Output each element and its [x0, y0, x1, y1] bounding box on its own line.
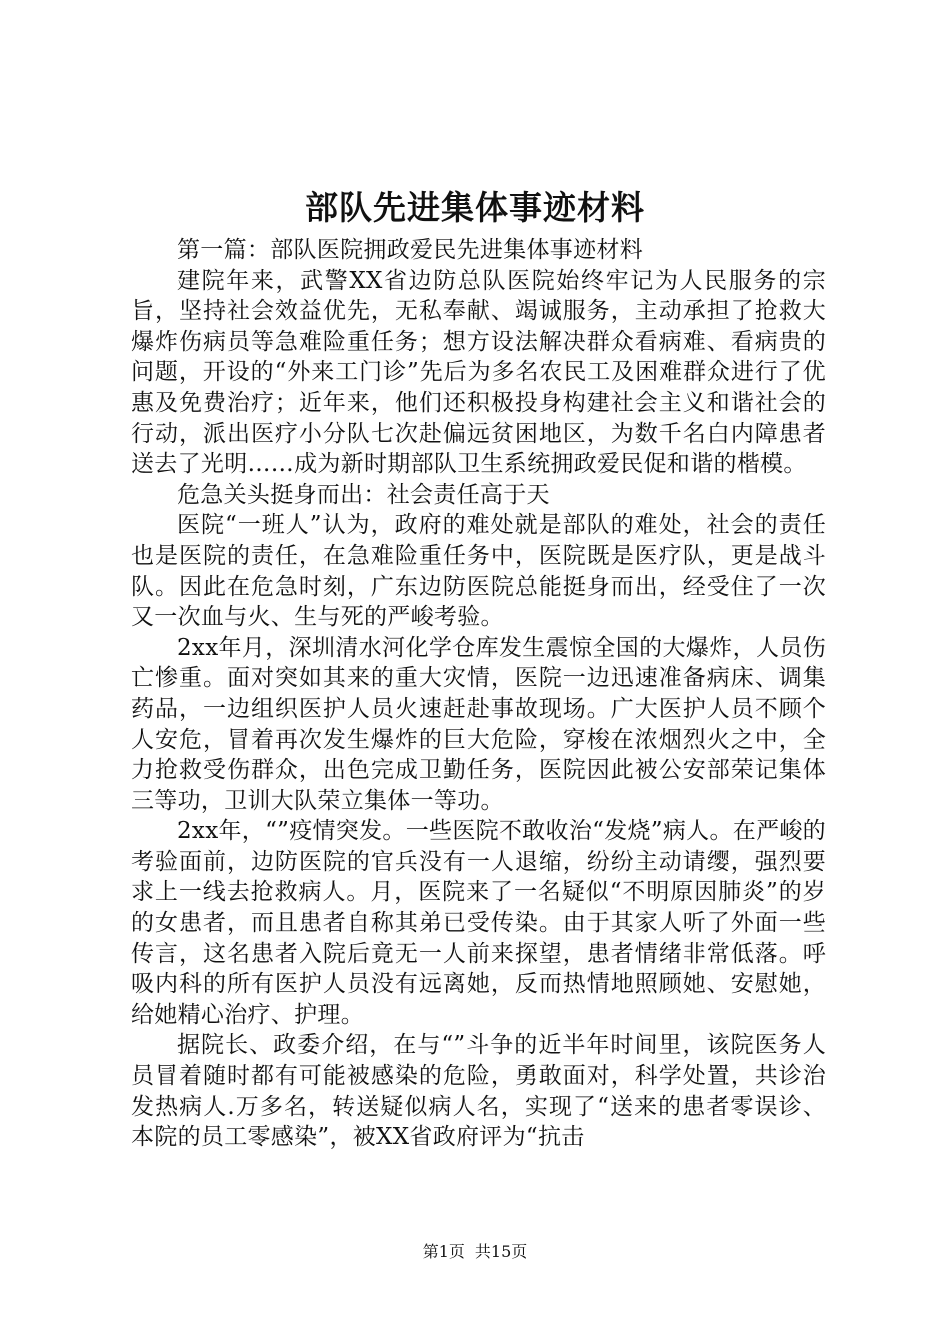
- subheading: 危急关头挺身而出：社会责任高于天: [177, 481, 550, 508]
- body-paragraph: 建院年来，武警XX省边防总队医院始终牢记为人民服务的宗旨，坚持社会效益优先，无私奉献、竭诚服务，主动承担了抢救大爆炸伤病员等急难险重任务；想方设法解决群众看病难、看病贵的问题，开设的“外来工门诊”先后为多名农民工及困难群众进行了优惠及免费治疗；近年来，他们还积极投身构建社会主义和谐社会的行动，派出医疗小分队七次赴偏远贫困地区，为数千名白内障患者送去了光明……成为新时期部队卫生系统拥政爱民促和谐的楷模。: [131, 267, 826, 478]
- page-number: 第1页: [422, 1242, 465, 1261]
- document-body: [131, 235, 826, 1153]
- body-paragraph: 2xx年，“”疫情突发。一些医院不敢收治“发烧”病人。在严峻的考验面前，边防医院的官兵没有一人退缩，纷纷主动请缨，强烈要求上一线去抢救病人。月，医院来了一名疑似“不明原因肺炎”的岁的女患者，而且患者自称其弟已受传染。由于其家人听了外面一些传言，这名患者入院后竟无一人前来探望，患者情绪非常低落。呼吸内科的所有医护人员没有远离她，反而热情地照顾她、安慰她，给她精心治疗、护理。: [131, 818, 826, 1028]
- document-title: 部队先进集体事迹材料: [305, 188, 645, 227]
- page-footer: [0, 1240, 950, 1264]
- section-heading: 第一篇：部队医院拥政爱民先进集体事迹材料: [177, 237, 643, 263]
- body-paragraph: 据院长、政委介绍，在与“”斗争的近半年时间里，该院医务人员冒着随时都有可能被感染的危险，勇敢面对，科学处置，共诊治发热病人.万多名，转送疑似病人名，实现了“送来的患者零误诊、本院的员工零感染”，被XX省政府评为“抗击: [131, 1032, 826, 1151]
- page-total: 共15页: [474, 1242, 528, 1261]
- body-paragraph: 医院“一班人”认为，政府的难处就是部队的难处，社会的责任也是医院的责任，在急难险重任务中，医院既是医疗队，更是战斗队。因此在危急时刻，广东边防医院总能挺身而出，经受住了一次又一次血与火、生与死的严峻考验。: [131, 512, 826, 631]
- body-paragraph: 2xx年月，深圳清水河化学仓库发生震惊全国的大爆炸，人员伤亡惨重。面对突如其来的重大灾情，医院一边迅速准备病床、调集药品，一边组织医护人员火速赶赴事故现场。广大医护人员不顾个人安危，冒着再次发生爆炸的巨大危险，穿梭在浓烟烈火之中，全力抢救受伤群众，出色完成卫勤任务，医院因此被公安部荣记集体三等功，卫训大队荣立集体一等功。: [131, 634, 826, 814]
